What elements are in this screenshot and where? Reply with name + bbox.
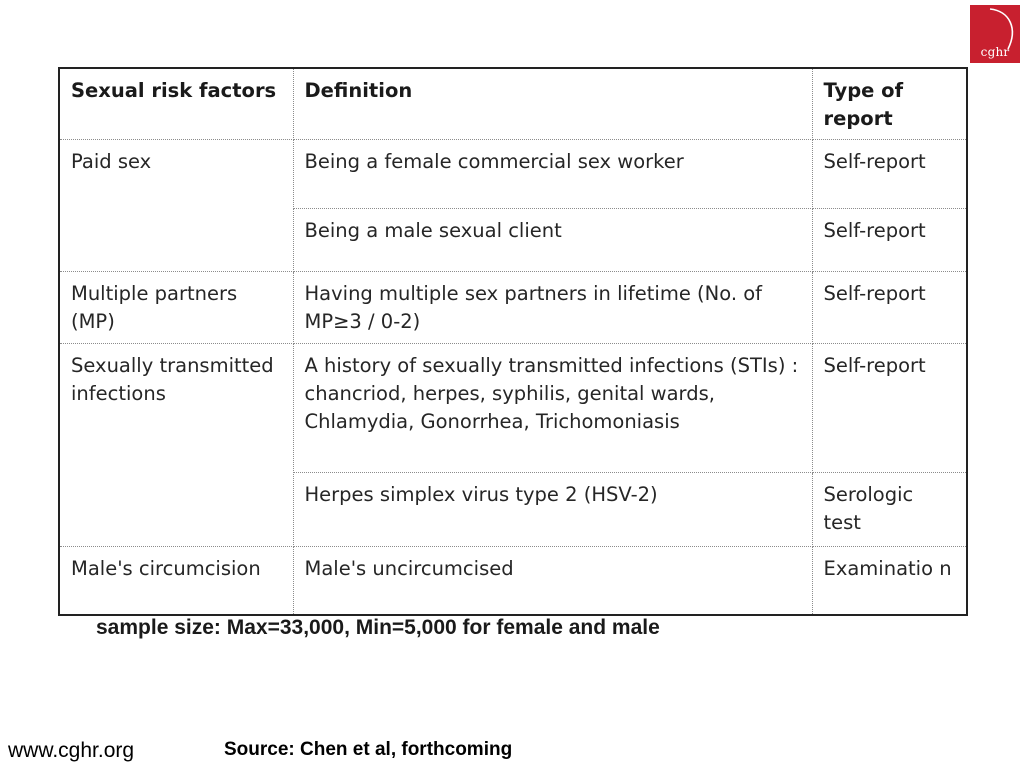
table-header-row (60, 69, 966, 139)
website-link[interactable]: www.cghr.org (8, 739, 135, 762)
cell-factor: Multiple partners (MP) (60, 271, 293, 343)
cell-report: Serologic test (812, 472, 966, 546)
logo-text: cghr (980, 45, 1010, 59)
table-row (60, 343, 966, 472)
risk-factors-table (60, 69, 966, 614)
cell-definition: Herpes simplex virus type 2 (HSV-2) (293, 472, 812, 546)
table-row (60, 139, 966, 208)
cell-definition: Being a male sexual client (293, 208, 812, 271)
cell-definition: Being a female commercial sex worker (293, 139, 812, 208)
cell-factor: Male's circumcision (60, 546, 293, 614)
cell-factor: Paid sex (60, 139, 293, 271)
cell-report: Self-report (812, 271, 966, 343)
header-type-of-report: Type of report (812, 69, 966, 139)
cell-factor: Sexually transmitted infections (60, 343, 293, 546)
sample-size-note: sample size: Max=33,000, Min=5,000 for female and male (96, 616, 660, 639)
cghr-logo (970, 5, 1020, 63)
cell-report: Examinatio n (812, 546, 966, 614)
cell-definition: Having multiple sex partners in lifetime (No. of MP≥3 / 0-2) (293, 271, 812, 343)
cell-report: Self-report (812, 343, 966, 472)
cell-definition: Male's uncircumcised (293, 546, 812, 614)
cell-report: Self-report (812, 208, 966, 271)
header-risk-factors: Sexual risk factors (60, 69, 293, 139)
source-citation: Source: Chen et al, forthcoming (224, 739, 513, 760)
table-row (60, 271, 966, 343)
header-definition: Definition (293, 69, 812, 139)
table-row (60, 546, 966, 614)
cell-definition: A history of sexually transmitted infections (STIs) : chancriod, herpes, syphilis, genital wards, Chlamydia, Gonorrhea, Trichomoniasis (293, 343, 812, 472)
cell-report: Self-report (812, 139, 966, 208)
